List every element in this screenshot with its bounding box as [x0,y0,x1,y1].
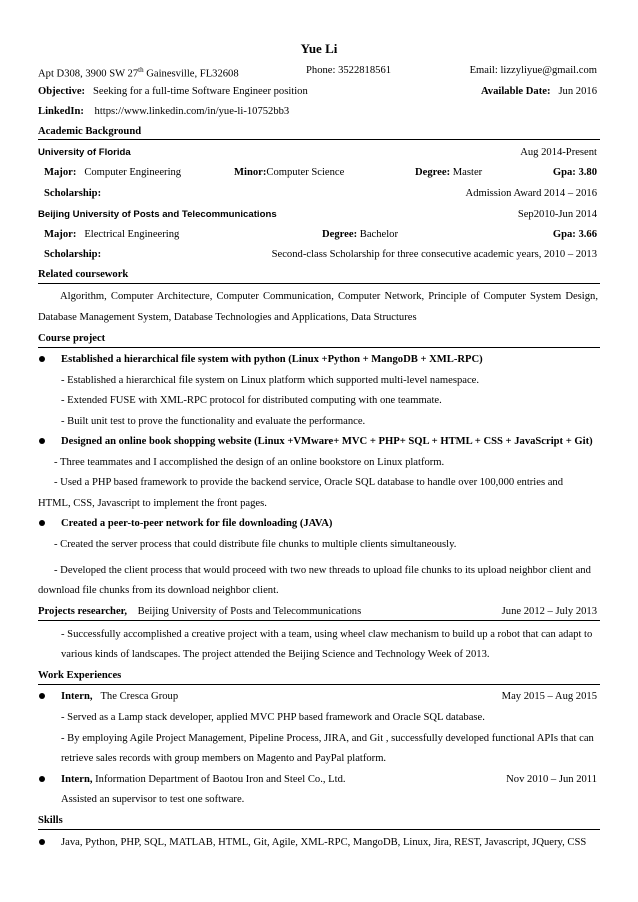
available-date: Available Date: Jun 2016 [480,86,597,97]
uf-major: Major: Computer Engineering [44,167,182,178]
bullet-icon [39,776,45,782]
section-heading-skills: Skills [38,815,63,826]
uf-minor: Minor:Computer Science [234,167,345,178]
bullet-icon [39,839,45,845]
school-bupt: Beijing University of Posts and Telecommunications [38,209,277,220]
uf-degree: Degree: Master [415,167,483,178]
project-detail: - Established a hierarchical file system on Linux platform which supported multi-level namespace. [61,375,480,386]
section-heading-course-project: Course project [38,333,106,344]
project-detail: - Used a PHP based framework to provide the backend service, Oracle SQL database to handle over 100,000 entries and [54,477,564,488]
project-detail: download file chunks from its download neighbor client. [38,585,279,596]
researcher-detail: - Successfully accomplished a creative project with a team, using wheel claw mechanism to build up a robot that can adapt to [61,629,593,640]
section-divider [38,684,600,685]
job-dates: Nov 2010 – Jun 2011 [506,774,597,785]
project-detail: HTML, CSS, Javascript to implement the front pages. [38,498,267,509]
uf-gpa: Gpa: 3.80 [552,167,597,178]
section-heading-work: Work Experiences [38,670,122,681]
section-divider [38,283,600,284]
project-detail: - Built unit test to prove the functionality and evaluate the performance. [61,416,366,427]
linkedin: LinkedIn: https://www.linkedin.com/in/yue-li-10752bb3 [38,106,290,117]
resume-name: Yue Li [300,41,338,56]
project-detail: - Three teammates and I accomplished the design of an online bookstore on Linux platform. [54,457,445,468]
section-divider [38,620,600,621]
phone: Phone: 3522818561 [306,65,392,76]
bupt-degree: Degree: Bachelor [322,229,398,240]
bupt-dates: Sep2010-Jun 2014 [517,209,597,220]
address: Apt D308, 3900 SW 27th Gainesville, FL32608 [38,66,239,80]
job-detail: Assisted an supervisor to test one software. [61,794,245,805]
coursework-line: Algorithm, Computer Architecture, Computer Communication, Computer Network, Principle of Computer System Design, [60,291,598,302]
bullet-icon [39,438,45,444]
job-heading: Intern, Information Department of Baotou Iron and Steel Co., Ltd. [61,774,346,785]
researcher-detail: various kinds of landscapes. The project attended the Beijing Science and Technology Week of 2013. [61,649,490,660]
bullet-icon [39,693,45,699]
section-divider [38,347,600,348]
skills-list: Java, Python, PHP, SQL, MATLAB, HTML, Git, Agile, XML-RPC, MangoDB, Linux, Jira, REST, Javascript, JQuery, CSS [61,837,587,848]
researcher-heading: Projects researcher, Beijing University of Posts and Telecommunications [38,606,362,617]
section-heading-academic: Academic Background [38,126,142,137]
uf-scholarship: Admission Award 2014 – 2016 [465,188,597,199]
section-divider [38,829,600,830]
project-title: Established a hierarchical file system with python (Linux +Python + MangoDB + XML-RPC) [61,354,483,365]
job-heading: Intern, The Cresca Group [61,691,179,702]
uf-scholarship-label: Scholarship: [44,188,102,199]
job-dates: May 2015 – Aug 2015 [501,691,597,702]
job-detail: - By employing Agile Project Management, Pipeline Process, JIRA, and Git , successfully developed functional APIs that can [61,733,594,744]
bupt-major: Major: Electrical Engineering [44,229,180,240]
job-detail: - Served as a Lamp stack developer, applied MVC PHP based framework and Oracle SQL database. [61,712,485,723]
objective: Objective: Seeking for a full-time Software Engineer position [38,86,308,97]
bupt-scholarship: Second-class Scholarship for three consecutive academic years, 2010 – 2013 [271,249,597,260]
coursework-line: Database Management System, Database Technologies and Applications, Data Structures [38,312,417,323]
bullet-icon [39,520,45,526]
bullet-icon [39,356,45,362]
project-detail: - Developed the client process that would proceed with two new threads to upload file chunks to its upload neighbor client and [54,565,591,576]
section-heading-coursework: Related coursework [38,269,129,280]
section-divider [38,139,600,140]
bupt-gpa: Gpa: 3.66 [552,229,597,240]
email[interactable]: Email: lizzyliyue@gmail.com [469,65,597,76]
job-detail: retrieve sales records with group members on Magento and PayPal platform. [61,753,387,764]
project-title: Created a peer-to-peer network for file downloading (JAVA) [61,518,333,529]
project-title: Designed an online book shopping website (Linux +VMware+ MVC + PHP+ SQL + HTML + CSS + JavaScript + Git) [61,436,593,447]
linkedin-link[interactable]: https://www.linkedin.com/in/yue-li-10752bb3 [94,106,290,117]
school-uf: University of Florida [38,147,131,158]
project-detail: - Created the server process that could distribute file chunks to multiple clients simultaneously. [54,539,457,550]
uf-dates: Aug 2014-Present [520,147,597,158]
researcher-dates: June 2012 – July 2013 [501,606,597,617]
bupt-scholarship-label: Scholarship: [44,249,102,260]
project-detail: - Extended FUSE with XML-RPC protocol for distributed computing with one teammate. [61,395,442,406]
